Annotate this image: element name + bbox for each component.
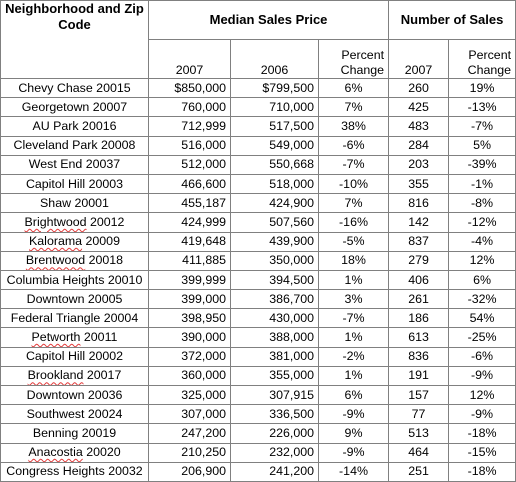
table-row: [1, 232, 516, 251]
sales-2007-cell: 425: [389, 98, 449, 117]
price-2006-cell: 549,000: [231, 136, 319, 155]
neighborhood-cell: West End 20037: [1, 155, 149, 174]
price-2007-cell: 210,250: [149, 443, 231, 462]
sales-percent-change-cell: -15%: [449, 443, 516, 462]
sales-2007-cell: 284: [389, 136, 449, 155]
price-2006-cell: 517,500: [231, 117, 319, 136]
price-2007-cell: 760,000: [149, 98, 231, 117]
neighborhood-cell: Chevy Chase 20015: [1, 79, 149, 98]
header-row-1: [1, 1, 516, 40]
sales-2007-cell: 613: [389, 328, 449, 347]
price-2006-cell: 381,000: [231, 347, 319, 366]
price-2007-cell: 307,000: [149, 405, 231, 424]
sales-2007-cell: 186: [389, 309, 449, 328]
price-percent-change-cell: 7%: [319, 194, 389, 213]
price-2007-cell: 512,000: [149, 155, 231, 174]
sales-2007-cell: 142: [389, 213, 449, 232]
sales-percent-change-cell: -25%: [449, 328, 516, 347]
price-percent-change-cell: -6%: [319, 136, 389, 155]
price-2006-cell: 550,668: [231, 155, 319, 174]
price-percent-change-cell: -9%: [319, 443, 389, 462]
price-2006-cell: 424,900: [231, 194, 319, 213]
median-2007-header: 2007: [149, 40, 231, 79]
price-2007-cell: 419,648: [149, 232, 231, 251]
price-2007-cell: 247,200: [149, 424, 231, 443]
price-2007-cell: 516,000: [149, 136, 231, 155]
price-percent-change-cell: -5%: [319, 232, 389, 251]
sales-2007-cell: 191: [389, 366, 449, 385]
price-2006-cell: 307,915: [231, 386, 319, 405]
sales-2007-cell: 251: [389, 462, 449, 481]
table-row: [1, 386, 516, 405]
sales-percent-change-cell: -9%: [449, 405, 516, 424]
price-2006-cell: 350,000: [231, 251, 319, 270]
neighborhood-cell: Shaw 20001: [1, 194, 149, 213]
price-2006-cell: 430,000: [231, 309, 319, 328]
price-2006-cell: 241,200: [231, 462, 319, 481]
sales-2007-cell: 513: [389, 424, 449, 443]
sales-2007-cell: 260: [389, 79, 449, 98]
table-row: [1, 290, 516, 309]
price-2006-cell: 355,000: [231, 366, 319, 385]
sales-2007-cell: 355: [389, 174, 449, 193]
sales-percent-change-cell: -4%: [449, 232, 516, 251]
sales-2007-cell: 837: [389, 232, 449, 251]
table-row: [1, 405, 516, 424]
sales-2007-header: 2007: [389, 40, 449, 79]
neighborhood-cell: Brookland 20017: [1, 366, 149, 385]
table-row: [1, 213, 516, 232]
neighborhood-cell: Capitol Hill 20003: [1, 174, 149, 193]
neighborhood-header-spacer: [1, 40, 149, 79]
price-percent-change-cell: 1%: [319, 366, 389, 385]
price-percent-change-cell: 1%: [319, 328, 389, 347]
median-2006-header: 2006: [231, 40, 319, 79]
price-2006-cell: 518,000: [231, 174, 319, 193]
table-row: [1, 443, 516, 462]
price-2007-cell: 399,000: [149, 290, 231, 309]
sales-2007-cell: 406: [389, 270, 449, 289]
sales-percent-change-cell: -32%: [449, 290, 516, 309]
sales-2007-cell: 279: [389, 251, 449, 270]
price-percent-change-cell: -10%: [319, 174, 389, 193]
sales-percent-change-cell: 12%: [449, 386, 516, 405]
neighborhood-cell: Congress Heights 20032: [1, 462, 149, 481]
price-2007-cell: 390,000: [149, 328, 231, 347]
neighborhood-cell: Columbia Heights 20010: [1, 270, 149, 289]
price-2007-cell: 466,600: [149, 174, 231, 193]
sales-2007-cell: 464: [389, 443, 449, 462]
price-percent-change-cell: -16%: [319, 213, 389, 232]
price-2007-cell: 411,885: [149, 251, 231, 270]
price-2006-cell: 388,000: [231, 328, 319, 347]
table-row: [1, 251, 516, 270]
price-percent-change-cell: 18%: [319, 251, 389, 270]
price-2007-cell: $850,000: [149, 79, 231, 98]
neighborhood-cell: Benning 20019: [1, 424, 149, 443]
price-percent-change-cell: 7%: [319, 98, 389, 117]
price-percent-change-cell: -9%: [319, 405, 389, 424]
neighborhood-cell: Federal Triangle 20004: [1, 309, 149, 328]
header-row-2: [1, 40, 516, 79]
price-2006-cell: 439,900: [231, 232, 319, 251]
sales-percent-change-cell: -6%: [449, 347, 516, 366]
table-row: [1, 462, 516, 481]
table-row: [1, 309, 516, 328]
sales-percent-change-cell: 19%: [449, 79, 516, 98]
table-row: [1, 155, 516, 174]
median-price-header: Median Sales Price: [149, 1, 389, 40]
price-2006-cell: 386,700: [231, 290, 319, 309]
price-2007-cell: 372,000: [149, 347, 231, 366]
price-2006-cell: 226,000: [231, 424, 319, 443]
sales-percent-change-cell: -18%: [449, 462, 516, 481]
sales-2007-cell: 77: [389, 405, 449, 424]
price-percent-change-cell: 1%: [319, 270, 389, 289]
price-2007-cell: 325,000: [149, 386, 231, 405]
price-2006-cell: 710,000: [231, 98, 319, 117]
price-percent-change-cell: 6%: [319, 79, 389, 98]
sales-percent-change-cell: -9%: [449, 366, 516, 385]
price-percent-change-cell: -7%: [319, 155, 389, 174]
sales-2007-cell: 261: [389, 290, 449, 309]
price-percent-change-cell: 9%: [319, 424, 389, 443]
sales-percent-change-cell: -12%: [449, 213, 516, 232]
neighborhood-cell: Petworth 20011: [1, 328, 149, 347]
price-percent-change-cell: 3%: [319, 290, 389, 309]
price-2006-cell: 507,560: [231, 213, 319, 232]
price-2007-cell: 399,999: [149, 270, 231, 289]
table-row: [1, 98, 516, 117]
table-row: [1, 174, 516, 193]
neighborhood-cell: Downtown 20005: [1, 290, 149, 309]
table-row: [1, 424, 516, 443]
number-of-sales-header: Number of Sales: [389, 1, 516, 40]
neighborhood-header: Neighborhood and Zip Code: [1, 1, 149, 40]
sales-2007-cell: 483: [389, 117, 449, 136]
price-percent-change-cell: 6%: [319, 386, 389, 405]
price-2007-cell: 206,900: [149, 462, 231, 481]
table-row: [1, 136, 516, 155]
price-2006-cell: 394,500: [231, 270, 319, 289]
sales-2007-cell: 203: [389, 155, 449, 174]
sales-percent-change-cell: -7%: [449, 117, 516, 136]
neighborhood-cell: AU Park 20016: [1, 117, 149, 136]
table-row: [1, 270, 516, 289]
price-2006-cell: 336,500: [231, 405, 319, 424]
sales-percent-change-cell: 54%: [449, 309, 516, 328]
price-2007-cell: 360,000: [149, 366, 231, 385]
sales-percent-change-cell: 12%: [449, 251, 516, 270]
sales-percent-change-cell: 5%: [449, 136, 516, 155]
price-2006-cell: $799,500: [231, 79, 319, 98]
neighborhood-cell: Kalorama 20009: [1, 232, 149, 251]
table-row: [1, 328, 516, 347]
sales-percent-change-cell: -39%: [449, 155, 516, 174]
neighborhood-cell: Downtown 20036: [1, 386, 149, 405]
sales-percent-change-cell: -8%: [449, 194, 516, 213]
neighborhood-cell: Cleveland Park 20008: [1, 136, 149, 155]
neighborhood-cell: Southwest 20024: [1, 405, 149, 424]
price-2006-cell: 232,000: [231, 443, 319, 462]
sales-percent-change-cell: -18%: [449, 424, 516, 443]
sales-2007-cell: 816: [389, 194, 449, 213]
sales-2007-cell: 836: [389, 347, 449, 366]
neighborhood-cell: Brightwood 20012: [1, 213, 149, 232]
sales-percent-change-header: Percent Change: [449, 40, 516, 79]
neighborhood-cell: Capitol Hill 20002: [1, 347, 149, 366]
sales-percent-change-cell: -13%: [449, 98, 516, 117]
price-2007-cell: 424,999: [149, 213, 231, 232]
median-percent-change-header: Percent Change: [319, 40, 389, 79]
table-row: [1, 194, 516, 213]
price-2007-cell: 398,950: [149, 309, 231, 328]
price-2007-cell: 712,999: [149, 117, 231, 136]
table-row: [1, 117, 516, 136]
sales-percent-change-cell: 6%: [449, 270, 516, 289]
neighborhood-cell: Anacostia 20020: [1, 443, 149, 462]
price-percent-change-cell: -7%: [319, 309, 389, 328]
sales-percent-change-cell: -1%: [449, 174, 516, 193]
sales-2007-cell: 157: [389, 386, 449, 405]
neighborhood-cell: Georgetown 20007: [1, 98, 149, 117]
price-percent-change-cell: -2%: [319, 347, 389, 366]
table-row: [1, 79, 516, 98]
table-row: [1, 347, 516, 366]
neighborhood-cell: Brentwood 20018: [1, 251, 149, 270]
price-percent-change-cell: 38%: [319, 117, 389, 136]
price-percent-change-cell: -14%: [319, 462, 389, 481]
table-row: [1, 366, 516, 385]
price-2007-cell: 455,187: [149, 194, 231, 213]
